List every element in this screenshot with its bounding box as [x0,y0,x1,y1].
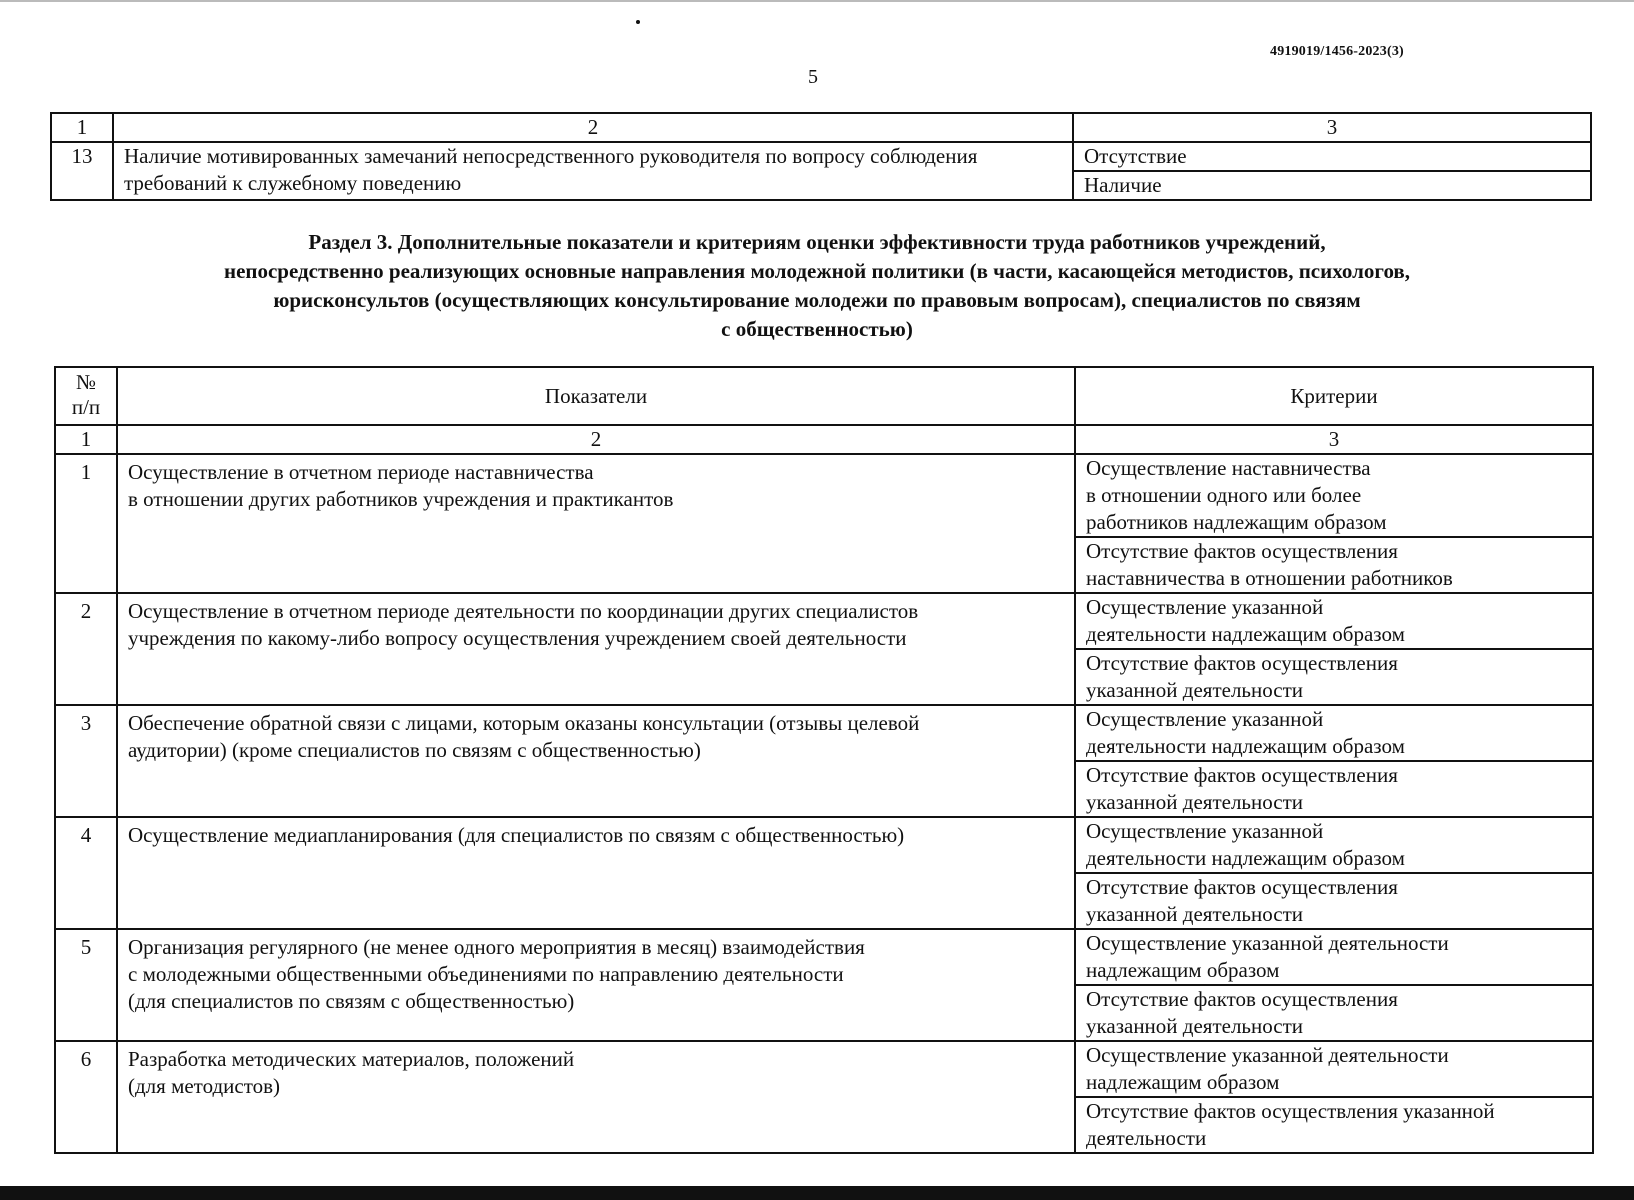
criterion-line: Отсутствие фактов осуществления [1086,763,1398,787]
criterion-line: в отношении одного или более [1086,483,1362,507]
header-num-symbol: № [75,370,97,394]
criterion-line: деятельности надлежащим образом [1086,622,1405,646]
header-indicators: Показатели [117,367,1075,425]
column-number-cell: 3 [1073,113,1591,142]
row-number: 3 [55,705,117,817]
column-number-cell: 1 [51,113,113,142]
page-number: 5 [808,66,818,88]
criterion-line: Осуществление указанной [1086,707,1324,731]
criterion-line: деятельности надлежащим образом [1086,734,1405,758]
column-number-row [51,113,1591,142]
criterion-cell [1075,1097,1593,1153]
column-number-cell: 2 [113,113,1073,142]
criterion-line: указанной деятельности [1086,678,1304,702]
table-row [55,929,1593,985]
indicator-line: аудитории) (кроме специалистов по связям с общественностью) [128,738,701,762]
header-criteria: Критерии [1075,367,1593,425]
criterion-cell [1075,593,1593,649]
indicator-cell [117,705,1075,817]
table-row [55,705,1593,761]
indicator-line: Разработка методических материалов, положений [128,1047,575,1071]
scan-top-edge [0,0,1634,2]
section-title-line: с общественностью) [721,317,913,341]
criterion-line: Осуществление наставничества [1086,456,1371,480]
row-number: 4 [55,817,117,929]
column-number-cell: 2 [117,425,1075,454]
header-num-abbrev: п/п [71,395,101,419]
criterion-line: указанной деятельности [1086,902,1304,926]
scan-speck [636,20,640,24]
indicator-line: Осуществление медиапланирования (для специалистов по связям с общественностью) [128,823,905,847]
indicator-cell [117,1041,1075,1153]
criterion-line: указанной деятельности [1086,1014,1304,1038]
indicator-line: учреждения по какому-либо вопросу осуществления учреждением своей деятельности [128,626,907,650]
indicator-cell [117,817,1075,929]
criterion-cell [1075,649,1593,705]
criterion-line: Осуществление указанной деятельности [1086,931,1449,955]
criterion-line: Отсутствие фактов осуществления указанной [1086,1099,1495,1123]
header-num-cell [55,367,117,425]
criterion-line: Отсутствие фактов осуществления [1086,651,1398,675]
indicator-line: Осуществление в отчетном периоде деятельности по координации других специалистов [128,599,919,623]
indicator-cell [117,593,1075,705]
table-row [55,817,1593,873]
indicator-line: Осуществление в отчетном периоде наставничества [128,460,594,484]
column-number-cell: 1 [55,425,117,454]
section-title-line: юрисконсультов (осуществляющих консультирование молодежи по правовым вопросам), специалистов по связям [273,288,1361,312]
criterion-line: работников надлежащим образом [1086,510,1387,534]
indicator-cell: Наличие мотивированных замечаний непосредственного руководителя по вопросу соблюдения требований к служебному поведению [113,142,1073,200]
criterion-cell [1075,537,1593,593]
row-number: 6 [55,1041,117,1153]
criterion-cell [1075,817,1593,873]
criterion-line: надлежащим образом [1086,958,1280,982]
criterion-line: Осуществление указанной [1086,819,1324,843]
column-number-cell: 3 [1075,425,1593,454]
table-row [55,454,1593,537]
indicator-line: с молодежными общественными объединениями по направлению деятельности [128,962,844,986]
criterion-cell: Отсутствие [1073,142,1591,171]
row-number: 5 [55,929,117,1041]
indicator-line: (для методистов) [128,1074,281,1098]
previous-section-table [50,112,1592,201]
indicator-line: Обеспечение обратной связи с лицами, которым оказаны консультации (отзывы целевой [128,711,920,735]
section-title-line: непосредственно реализующих основные направления молодежной политики (в части, касающейся методистов, психологов, [223,259,1411,283]
table-row [55,1041,1593,1097]
criterion-line: деятельности надлежащим образом [1086,846,1405,870]
column-number-row [55,425,1593,454]
indicator-cell [117,454,1075,593]
indicator-line: в отношении других работников учреждения и практикантов [128,487,674,511]
indicators-table [54,366,1594,1154]
criterion-cell [1075,454,1593,537]
indicator-cell [117,929,1075,1041]
criterion-cell [1075,985,1593,1041]
criterion-cell [1075,1041,1593,1097]
scan-bottom-edge [0,1186,1634,1200]
criterion-cell: Наличие [1073,171,1591,200]
row-number: 1 [55,454,117,593]
criterion-line: Отсутствие фактов осуществления [1086,875,1398,899]
table-row [55,593,1593,649]
indicator-line: Организация регулярного (не менее одного мероприятия в месяц) взаимодействия [128,935,865,959]
indicator-line: (для специалистов по связям с общественностью) [128,989,575,1013]
section-title [80,228,1554,344]
row-number: 13 [51,142,113,200]
criterion-cell [1075,929,1593,985]
criterion-line: деятельности [1086,1126,1207,1150]
criterion-cell [1075,873,1593,929]
criterion-line: Осуществление указанной деятельности [1086,1043,1449,1067]
document-id: 4919019/1456-2023(3) [1270,44,1404,59]
criterion-line: наставничества в отношении работников [1086,566,1453,590]
criterion-line: Отсутствие фактов осуществления [1086,987,1398,1011]
criterion-line: надлежащим образом [1086,1070,1280,1094]
section-title-line: Раздел 3. Дополнительные показатели и критериям оценки эффективности труда работников учреждений, [308,230,1326,254]
row-number: 2 [55,593,117,705]
criterion-line: указанной деятельности [1086,790,1304,814]
criterion-line: Отсутствие фактов осуществления [1086,539,1398,563]
table-row [51,142,1591,171]
criterion-cell [1075,761,1593,817]
criterion-cell [1075,705,1593,761]
header-row [55,367,1593,425]
criterion-line: Осуществление указанной [1086,595,1324,619]
